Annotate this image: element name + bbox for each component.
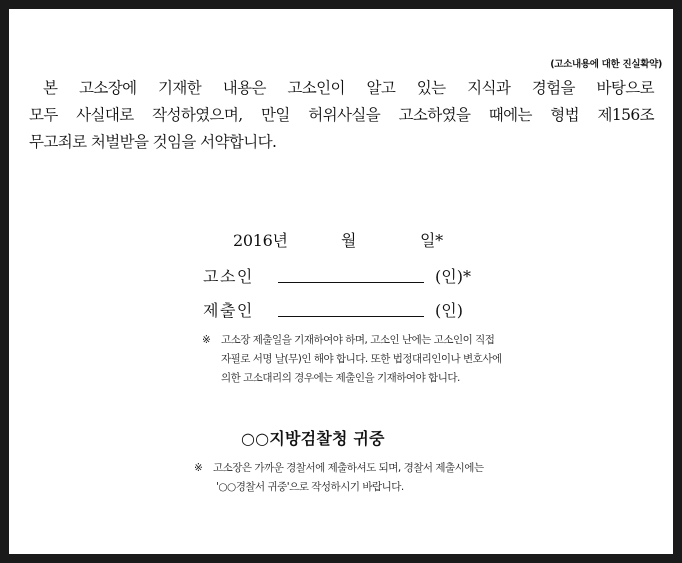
date-year: 2016년 (233, 231, 288, 250)
reference-mark-icon: ※ (194, 462, 203, 474)
complainant-signature-line[interactable] (278, 282, 424, 283)
note-line: 고소장은 가까운 경찰서에 제출하셔도 되며, 경찰서 제출시에는 (213, 462, 484, 474)
document-page (9, 9, 673, 554)
date-month: 월 (341, 231, 357, 250)
complainant-seal: (인)* (435, 267, 471, 286)
declaration-line: 무고죄로 처벌받을 것임을 서약합니다. (29, 133, 277, 151)
note-line: '○○경찰서 귀중'으로 작성하시기 바랍니다. (216, 481, 404, 493)
truth-affirmation-heading: (고소내용에 대한 진실확약) (550, 59, 662, 70)
declaration-line: 모두 사실대로 작성하였으며, 만일 허위사실을 고소하였을 때에는 형법 제156조 (29, 106, 654, 124)
submitter-seal: (인) (435, 301, 463, 320)
submission-instructions-note (202, 331, 502, 388)
note-line: 자필로 서명 날(무)인 해야 합니다. 또한 법정대리인이나 변호사에 (221, 353, 502, 365)
submitter-signature-line[interactable] (278, 316, 424, 317)
date-day: 일* (420, 231, 443, 250)
submitter-label: 제출인 (203, 301, 254, 320)
complainant-label: 고소인 (203, 267, 254, 286)
date-row (233, 228, 443, 251)
note-line: 의한 고소대리의 경우에는 제출인을 기재하여야 합니다. (221, 372, 460, 384)
reference-mark-icon: ※ (202, 334, 211, 346)
declaration-paragraph (29, 75, 654, 156)
note-line: 고소장 제출일을 기재하여야 하며, 고소인 난에는 고소인이 직접 (221, 334, 495, 346)
addressee-title: ○○지방검찰청 귀중 (241, 429, 385, 448)
submitter-signature-row (203, 298, 463, 321)
complainant-signature-row (203, 264, 471, 287)
declaration-line: 본 고소장에 기재한 내용은 고소인이 알고 있는 지식과 경험을 바탕으로 (43, 79, 654, 97)
police-submission-note (194, 459, 484, 497)
